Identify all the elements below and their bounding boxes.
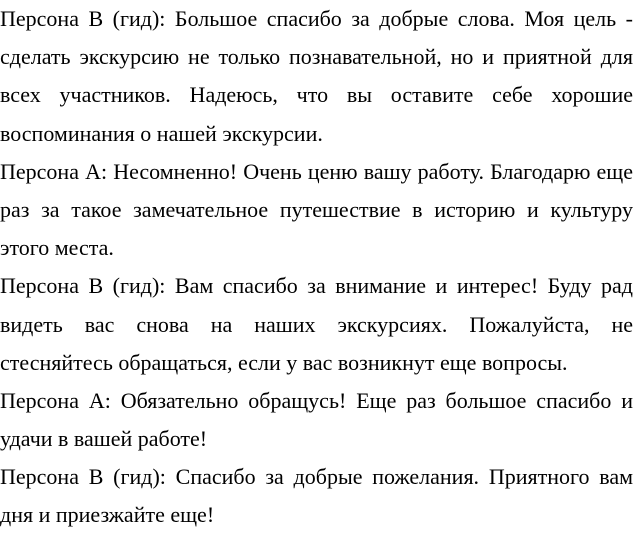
dialogue-paragraph-3 [0,267,633,382]
dialogue-line: этого места. [0,235,114,261]
dialogue-line: Персона В (гид): Большое спасибо за добрые слова. Моя цель - [0,6,633,31]
dialogue-paragraph-1 [0,0,633,153]
dialogue-line: удачи в вашей работе! [0,426,208,452]
dialogue-line: Персона А: Обязательно обращусь! Еще раз большое спасибо и [0,387,633,413]
dialogue-line: воспоминания о нашей экскурсии. [0,120,323,146]
dialogue-line: Персона В (гид): Спасибо за добрые пожелания. Приятного вам [0,464,633,490]
dialogue-line: стесняйтесь обращаться, если у вас возникнут еще вопросы. [0,349,568,375]
dialogue-paragraph-2 [0,153,633,268]
dialogue-paragraph-5 [0,458,633,534]
dialogue-line: Персона А: Несомненно! Очень ценю вашу работу. Благодарю еще [0,158,633,184]
dialogue-line: сделать экскурсию не только познавательной, но и приятной для [0,44,633,70]
dialogue-line: дня и приезжайте еще! [0,502,215,528]
dialogue-line: Персона В (гид): Вам спасибо за внимание и интерес! Буду рад [0,273,633,299]
dialogue-paragraph-4 [0,382,633,458]
dialogue-line: всех участников. Надеюсь, что вы оставите себе хорошие [0,82,633,108]
dialogue-line: видеть вас снова на наших экскурсиях. Пожалуйста, не [0,311,633,337]
dialogue-line: раз за такое замечательное путешествие в историю и культуру [0,196,633,222]
